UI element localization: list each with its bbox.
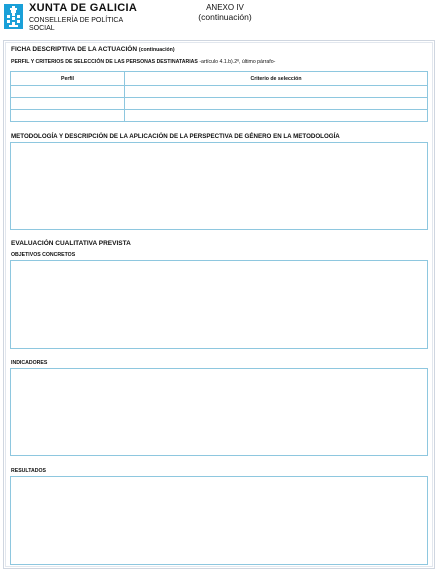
evaluation-title: EVALUACIÓN CUALITATIVA PREVISTA [11, 240, 131, 247]
indicators-label: INDICADORES [11, 360, 48, 366]
results-label: RESULTADOS [11, 468, 46, 474]
indicators-text-area[interactable] [10, 368, 428, 456]
objectives-label: OBJETIVOS CONCRETOS [11, 252, 76, 258]
criteria-cell[interactable] [125, 86, 428, 98]
column-header-profile: Perfil [11, 72, 125, 86]
table-row [11, 98, 428, 110]
section-title [11, 46, 175, 53]
profile-cell[interactable] [11, 110, 125, 122]
profile-criteria-label-suffix: -artículo 4.1.b).2º, último párrafo- [197, 59, 276, 65]
table-header-row [11, 72, 428, 86]
annex-subtitle: (continuación) [198, 12, 252, 22]
department-name-line2: SOCIAL [29, 25, 55, 32]
annex-title: ANEXO IV [206, 3, 244, 12]
department-name-line1: CONSELLERÍA DE POLÍTICA [29, 17, 124, 24]
profile-criteria-table [10, 71, 428, 122]
criteria-cell[interactable] [125, 98, 428, 110]
criteria-cell[interactable] [125, 110, 428, 122]
profile-criteria-label-text: PERFIL Y CRITERIOS DE SELECCIÓN DE LAS PERSONAS DESTINATARIAS [11, 59, 198, 65]
results-text-area[interactable] [10, 476, 428, 565]
organization-name: XUNTA DE GALICIA [29, 2, 138, 14]
table-row [11, 110, 428, 122]
profile-criteria-label [11, 59, 275, 65]
profile-cell[interactable] [11, 86, 125, 98]
column-header-criteria: Criterio de selección [125, 72, 428, 86]
section-title-suffix: (continuación) [138, 47, 175, 53]
section-title-text: FICHA DESCRIPTIVA DE LA ACTUACIÓN [11, 46, 138, 53]
methodology-text-area[interactable] [10, 142, 428, 230]
objectives-text-area[interactable] [10, 260, 428, 349]
galicia-coat-of-arms-icon [4, 4, 23, 29]
profile-cell[interactable] [11, 98, 125, 110]
methodology-label: METODOLOGÍA Y DESCRIPCIÓN DE LA APLICACIÓN DE LA PERSPECTIVA DE GÉNERO EN LA METODOLOGÍA [11, 133, 340, 140]
table-row [11, 86, 428, 98]
